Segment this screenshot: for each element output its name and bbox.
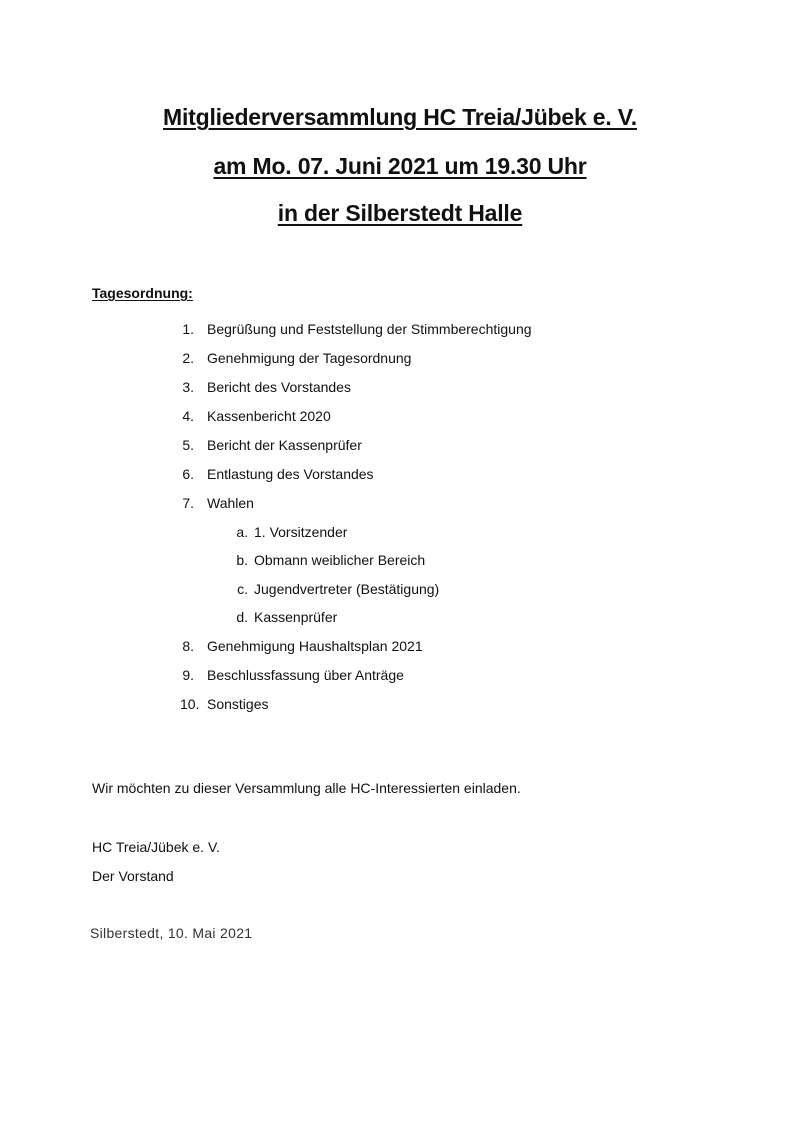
agenda-subitem-letter: c. [237, 581, 248, 597]
title-line-1: Mitgliederversammlung HC Treia/Jübek e. V. [163, 104, 637, 130]
agenda-subitem-letter: a. [236, 524, 248, 540]
agenda-item-label: Sonstiges [207, 696, 269, 712]
agenda-subitem-label: Kassenprüfer [254, 609, 338, 625]
title-line-2: am Mo. 07. Juni 2021 um 19.30 Uhr [213, 153, 587, 179]
agenda-item-number: 10. [180, 696, 200, 712]
agenda-item-label: Beschlussfassung über Anträge [207, 667, 404, 683]
place-date: Silberstedt, 10. Mai 2021 [90, 925, 253, 941]
agenda-subitem-letter: b. [236, 552, 248, 568]
agenda-item-label: Genehmigung Haushaltsplan 2021 [207, 638, 423, 654]
agenda-item-number: 2. [182, 350, 194, 366]
agenda-item-label: Bericht der Kassenprüfer [207, 437, 362, 453]
signature-organization: HC Treia/Jübek e. V. [92, 839, 220, 855]
agenda-item-number: 6. [182, 466, 194, 482]
agenda-item-label: Kassenbericht 2020 [207, 408, 331, 424]
agenda-item-label: Bericht des Vorstandes [207, 379, 351, 395]
agenda-item-label: Wahlen [207, 495, 254, 511]
agenda-item-number: 8. [182, 638, 194, 654]
agenda-item-number: 7. [182, 495, 194, 511]
agenda-item-label: Genehmigung der Tagesordnung [207, 350, 412, 366]
invitation-text: Wir möchten zu dieser Versammlung alle HC-Interessierten einladen. [92, 780, 521, 796]
agenda-heading: Tagesordnung: [92, 285, 193, 301]
agenda-item-label: Entlastung des Vorstandes [207, 466, 374, 482]
agenda-item-number: 5. [182, 437, 194, 453]
agenda-subitem-label: 1. Vorsitzender [254, 524, 348, 540]
agenda-item-number: 3. [182, 379, 194, 395]
agenda-item-number: 1. [182, 321, 194, 337]
agenda-item-number: 4. [182, 408, 194, 424]
agenda-item-number: 9. [182, 667, 194, 683]
agenda-subitem-letter: d. [236, 609, 248, 625]
title-line-3: in der Silberstedt Halle [277, 200, 523, 226]
agenda-subitem-label: Obmann weiblicher Bereich [254, 552, 426, 568]
signature-board: Der Vorstand [92, 868, 174, 884]
agenda-subitem-label: Jugendvertreter (Bestätigung) [254, 581, 440, 597]
agenda-item-label: Begrüßung und Feststellung der Stimmberechtigung [207, 321, 532, 337]
